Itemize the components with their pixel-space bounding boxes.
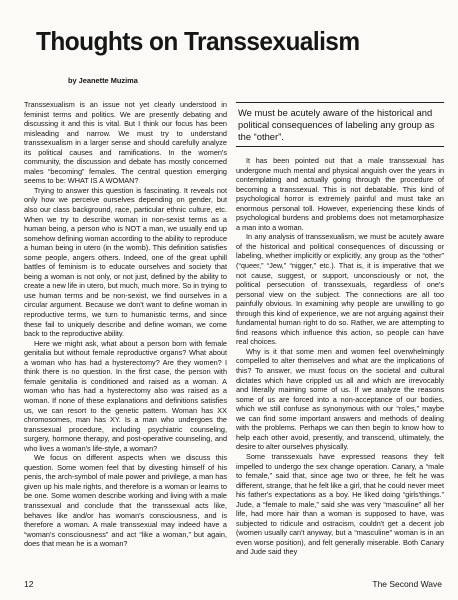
- pull-quote: We must be acutely aware of the historical and political consequences of labeling any group as the “other”.: [236, 102, 444, 147]
- byline: by Jeanette Muzima: [68, 76, 138, 85]
- page-number: 12: [24, 579, 34, 589]
- right-column: [236, 156, 444, 557]
- article-title: Thoughts on Transsexualism: [36, 26, 360, 56]
- paragraph: Transsexualism is an issue not yet clearly understood in feminist terms and politics. We are presently debating and discussing it and this is vital. But I think our focus has been misleading and narrow. We must try to understand transsexualism in a larger sense and should carefully analyze its political causes and ramifications. In the women's community, the discussion and debate has mostly concerned males “becoming” females. The central question emerging seems to be: WHAT IS A WOMAN?: [24, 100, 227, 186]
- paragraph: Here we might ask, what about a person born with female genitalia but without female reproductive organs? What about a woman who has had a hysterectomy? Are they women? I think there is no question. In the first case, the person with female genitalia is conditioned and raised as a woman. A woman who has had a hysterectomy also was raised as a woman. If none of these explanations and definitions satisfies us, we can resort to the genetic pattern. Woman has XX chromosomes, man has XY. Is a man who undergoes the transsexual procedure, including psychiatric counseling, surgery, hormone therapy, and post-operative counseling, and who lives a woman's life-style, a woman?: [24, 338, 227, 453]
- paragraph: Some transsexuals have expressed reasons they felt impelled to undergo the sex change operation. Canary, a “male to female,” said that, since age two or three, he felt he was different, strange, that he felt like a girl, that he could never meet his father's expectations as a boy. He liked doing “girls'things.” Jude, a “female to male,” said she was very “masculine” all her life, had more hair than a woman is supposed to have, was subjected to ridicule and ostracism, couldn't get a decent job (women usually can't anyway, but a “masculine” woman is in an even worse position), and felt generally miserable. Both Canary and Jude said they: [236, 451, 444, 557]
- left-column: [24, 100, 227, 549]
- paragraph: Trying to answer this question is fascinating. It reveals not only how we perceive ourselves depending on gender, but also our class background, race, particular ethnic culture, etc. When we try to describe woman in non-sexist terms as a human being, a person who is NOT a man, we usually end up somehow defining woman according to the ability to reproduce a human being in utero (in the womb). This definition satisfies some people, angers others. Indeed, one of the great uphill battles of feminism is to educate ourselves and society that being a woman is not only, or not just, defined by the ability to create a new life in utero, but much, much more. So in trying to use human terms and be non-sexist, we find ourselves in a circular argument. Because we don't want to define woman in reproductive terms, we turn to humanistic terms, and since these fail to uniquely describe and define woman, we come back to the reproductive ability.: [24, 185, 227, 339]
- paragraph: Why is it that some men and women feel overwhelmingly compelled to alter themselves and what are the implications of this? To answer, we must focus on the societal and cultural dictates which have crippled us all and which are irrevocably and literally maiming some of us. If we analyze the reasons some of us are forced into a non-acceptance of our bodies, which we still confuse as synonymous with our “roles,” maybe we can find some important answers and methods of dealing with the problems. Perhaps we can then begin to know how to help each other avoid, presently, and transcend, ultimately, the desire to alter ourselves physically.: [236, 346, 444, 452]
- paragraph: It has been pointed out that a male transsexual has undergone much mental and physical anguish over the years in contemplating and actually going through the procedure of becoming a transsexual. This is not debatable. This kind of psychological horror is extremely painful and must take an enormous personal toll. However, experiencing these kinds of psychological burdens and problems does not metamorphasize a man into a woman.: [236, 156, 444, 232]
- publication-name: The Second Wave: [372, 579, 442, 589]
- paragraph: In any analysis of transsexualism, we must be acutely aware of the historical and political consequences of discussing or labeling, whether implicitly or explicitly, any group as the “other” (“queer,” “Jew,” “nigger,” etc.). That is, it is imperative that we not cause, suggest, or support, unconsciously or not, the political persecution of transsexuals, regardless of one's personal view on the subject. The connections are all too painfully obvious. In examining why people are unwilling to go through this kind of experience, we are not arguing against their fundamental human right to do so. Rather, we are attempting to find reasons which influence this action, so people can have real choices.: [236, 232, 444, 347]
- paragraph: We focus on different aspects when we discuss this question. Some women feel that by divesting himself of his penis, the arch-symbol of male power and privilege, a man has given up his male rights, and therefore is a woman or learns to be one. Some women describe working and living with a male transsexual and conclude that the transsexual acts like, behaves like and/or has woman's consciousness, and is therefore a woman. A male transsexual may indeed have a “woman's consciousness” and act “like a woman,” but again, does that mean he is a woman?: [24, 453, 227, 549]
